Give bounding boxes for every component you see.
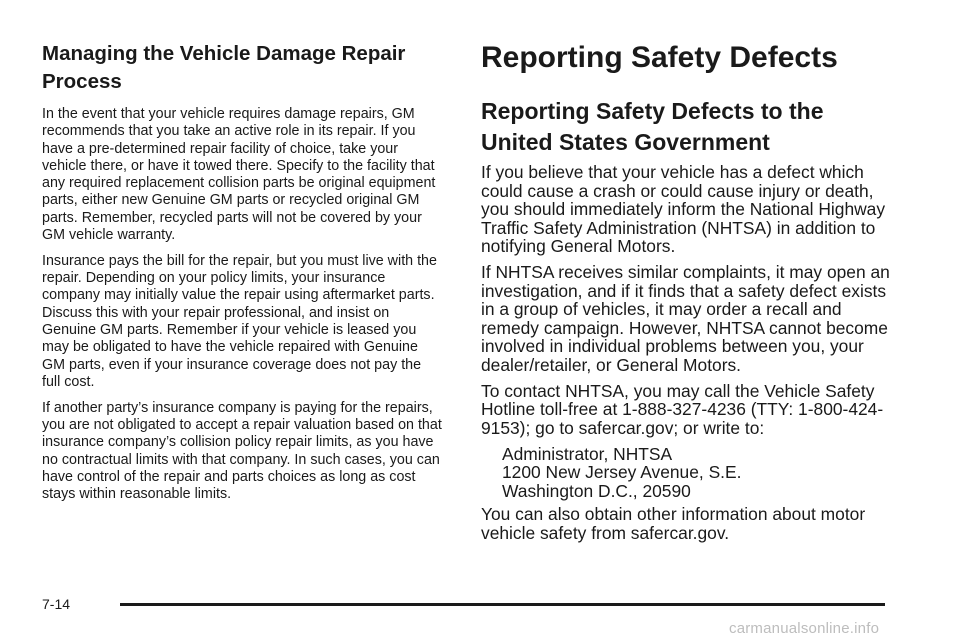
paragraph: If you believe that your vehicle has a defect which could cause a crash or could cause injury or death, you should immediately inform the National Highway Traffic Safety Administration (NHTSA) in addition to notifying General Motors.: [481, 162, 886, 256]
address-line: 1200 New Jersey Avenue, S.E.: [502, 462, 742, 482]
page-title: Reporting Safety Defects: [481, 41, 838, 74]
page-number: 7-14: [42, 596, 71, 612]
watermark: carmanualsonline.info: [729, 620, 880, 637]
footer-rule: [120, 603, 885, 606]
paragraph: Insurance pays the bill for the repair, but you must live with the repair. Depending on your policy limits, your insurance company may initially value the repair using aftermarket parts. Discuss this with your repair professional, and insist on Genuine GM parts. Remember if your vehicle is leased you may be obligated to have the vehicle repaired with Genuine GM parts, even if your insurance coverage does not pay the full cost.: [42, 252, 437, 390]
paragraph: If NHTSA receives similar complaints, it may open an investigation, and if it finds that a safety defect exists in a group of vehicles, it may order a recall and remedy campaign. However, NHTSA cannot become involved in individual problems between you, your dealer/retailer, or General Motors.: [481, 262, 890, 375]
paragraph: In the event that your vehicle requires damage repairs, GM recommends that you take an active role in its repair. If you have a pre-determined repair facility of choice, take your vehicle there, or have it towed there. Specify to the facility that any required replacement collision parts be original equipment parts, either new Genuine GM parts or recycled original GM parts. Remember, recycled parts will not be covered by your GM vehicle warranty.: [42, 106, 436, 244]
paragraph: To contact NHTSA, you may call the Vehicle Safety Hotline toll-free at 1-888-327-4236 (TTY: 1-800-424-9153); go to safercar.gov; or write to:: [481, 380, 884, 438]
section-title-damage-repair: Managing the Vehicle Damage Repair Process: [42, 42, 406, 93]
left-column: [42, 40, 442, 512]
right-column: [481, 40, 901, 550]
address-line: Administrator, NHTSA: [502, 443, 673, 464]
paragraph: If another party’s insurance company is paying for the repairs, you are not obligated to accept a repair valuation based on that insurance company’s collision policy repair limits, as you have no contractual limits with that company. In such cases, you can have control of the repair and parts choices as long as cost stays within reasonable limits.: [42, 399, 442, 503]
address-block: [481, 445, 901, 501]
section-title-reporting-government: Reporting Safety Defects to the United States Government: [481, 98, 824, 155]
address-line: Washington D.C., 20590: [502, 480, 691, 501]
paragraph: You can also obtain other information about motor vehicle safety from safercar.gov.: [481, 504, 866, 543]
